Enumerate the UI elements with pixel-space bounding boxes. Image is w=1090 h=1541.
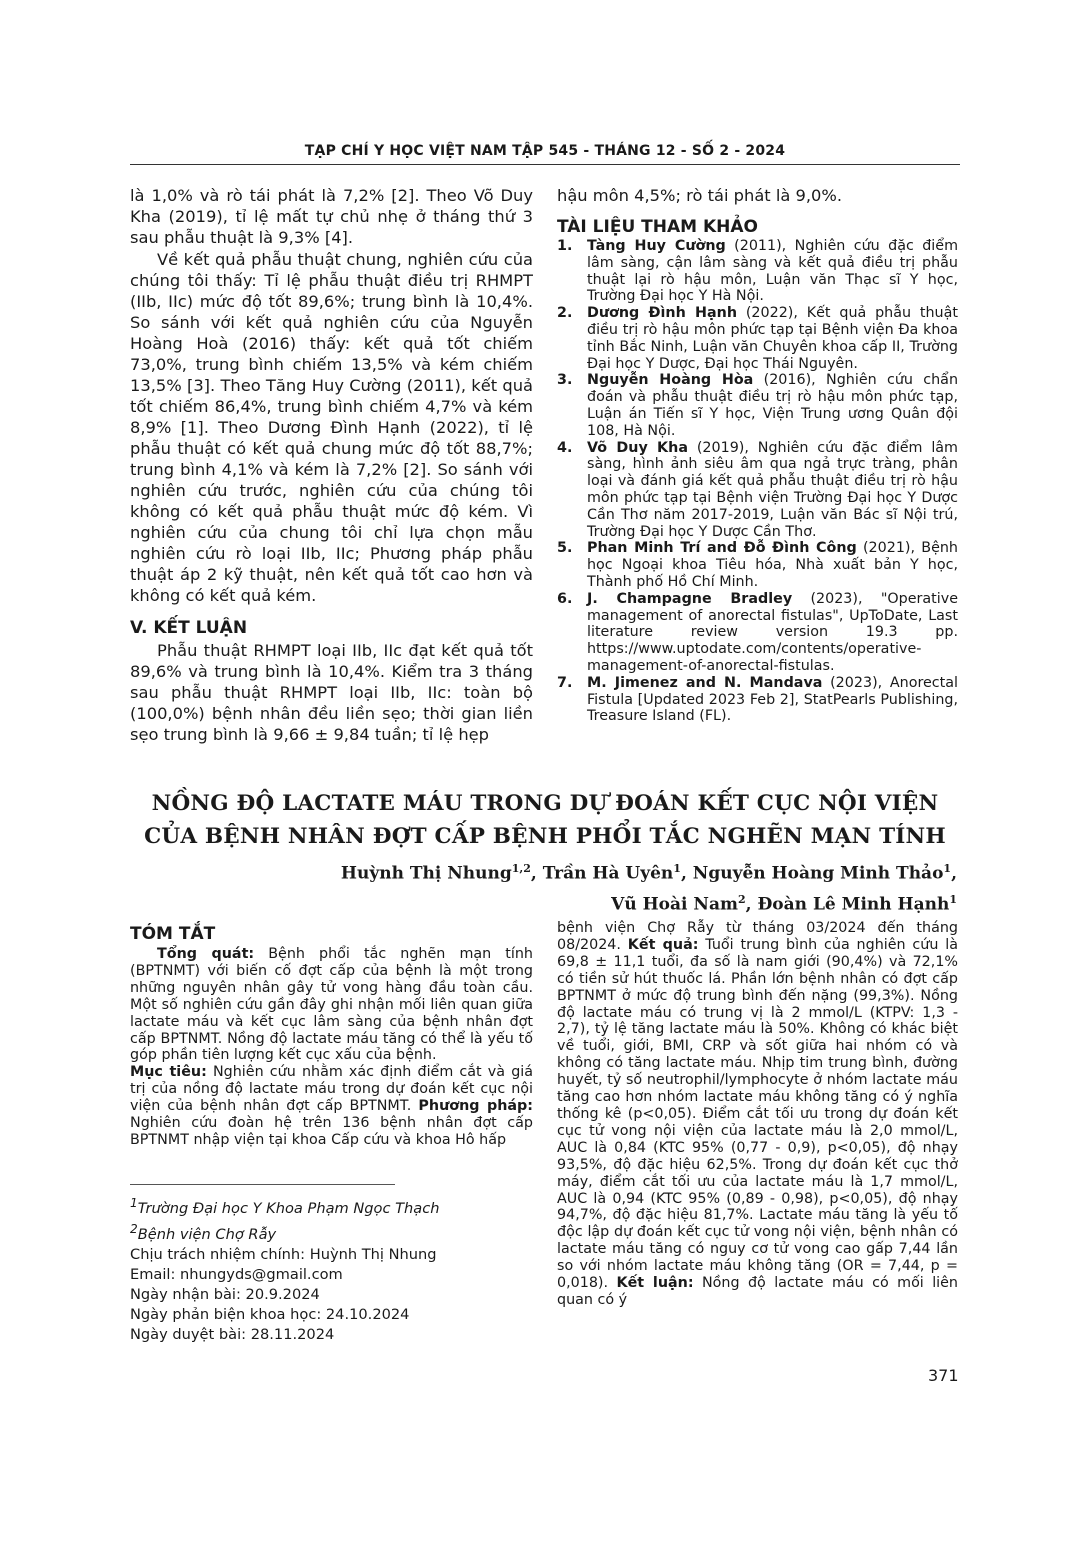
author-affiliation-mark: 1 [943, 862, 952, 875]
affiliation-1 [130, 1193, 533, 1219]
reference-item [557, 238, 958, 305]
author-affiliation-mark: 1 [949, 892, 957, 906]
author-affiliation-mark: 2 [737, 892, 746, 906]
abstract-heading: TÓM TẮT [130, 924, 216, 944]
reference-item [557, 305, 958, 372]
reference-item [557, 372, 958, 439]
abstract-result-text: Tuổi trung bình của nghiên cứu là 69,8 ± 11,1 tuổi, đa số là nam giới (90,4%) và 72,1% có tiền sử hút thuốc lá. Phần lớn bệnh nhân có đợt cấp BPTNMT ở mức độ trung bình đến nặng (99,3%). Nồng độ lactate máu có trung vị là 2 mmol/L (KTPV: 1,3 - 2,7), tỷ lệ tăng lactate máu là 50%. Không có khác biệt về tuổi, giới, BMI, CRP và sốt giữa hai nhóm có và không có tăng lactate máu. Nhịp tim trung bình, đường huyết, tỷ số neutrophil/lymphocyte ở nhóm lactate máu tăng cao hơn nhóm lactate máu không tăng có ý nghĩa thống kê (p<0,05). Điểm cắt tối ưu trong dự đoán kết cục tử vong nội viện của lactate máu là 2,0 mmol/L, AUC là 0,84 (KTC 95% (0,77 - 0,9), p<0,05), độ nhạy 93,5%, độ đặc hiệu 62,5%. Trong dự đoán kết cục thở máy, điểm cắt tối ưu của lactate máu là 1,7 mmol/L, AUC là 0,94 (KTC 95% (0,89 - 0,98), p<0,05), độ nhạy 94,7%, độ đặc hiệu 81,7%. Lactate máu tăng là yếu tố độc lập dự đoán kết cục tử vong nội viện, bệnh nhân có lactate máu tăng có nguy cơ tử vong cao gấp 7,44 lần so với nhóm lactate máu không tăng (OR = 7,44, p = 0,018). [557, 936, 958, 1292]
abstract-general [130, 946, 533, 1064]
abstract-aim [130, 1064, 533, 1149]
author-name: Trần Hà Uyên [542, 863, 674, 884]
abstract-aim-text: Nghiên cứu nhằm xác định điểm cắt và giá trị của nồng độ lactate máu trong dự đoán kết cục nội viện của bệnh nhân đợt cấp BPTNMT. [130, 1064, 534, 1115]
page-number: 371 [928, 1366, 959, 1385]
journal-header: TẠP CHÍ Y HỌC VIỆT NAM TẬP 545 - THÁNG 12 - SỐ 2 - 2024 [304, 143, 786, 159]
reference-number: 3. [557, 372, 573, 389]
abstract-setting-text: bệnh viện Chợ Rẫy từ tháng 03/2024 đến tháng 08/2024. [557, 920, 958, 953]
author-list [257, 856, 957, 917]
affiliation-mark: 1 [130, 1196, 138, 1210]
date-reviewed: Ngày phản biện khoa học: 24.10.2024 [130, 1305, 410, 1323]
affiliation-text: Bệnh viện Chợ Rẫy [137, 1225, 277, 1243]
article-title [120, 787, 970, 853]
reference-author: Võ Duy Kha [587, 439, 688, 456]
author-name: Huỳnh Thị Nhung [340, 863, 512, 884]
abstract-method-text: Nghiên cứu đoàn hệ trên 136 bệnh nhân đợt cấp BPTNMT nhập viện tại khoa Cấp cứu và khoa Hô hấp [130, 1115, 533, 1148]
paragraph-2: Về kết quả phẫu thuật chung, nghiên cứu của chúng tôi thấy: Tỉ lệ phẫu thuật điều trị RHMPT (IIb, IIc) mức độ tốt 89,6%; trung bình là 10,4%. So sánh với kết quả nghiên cứu của Nguyễn Hoàng Hoà (2016) thấy: kết quả tốt chiếm 73,0%, trung bình chiếm 13,5% và kém chiếm 13,5% [3]. Theo Tăng Huy Cường (2011), kết quả tốt chiếm 86,4%, trung bình chiếm 4,7% và kém 8,9% [1]. Theo Dương Đình Hạnh (2022), tỉ lệ phẫu thuật có kết quả chung mức độ tốt 88,7%; trung bình 4,1% và kém là 7,2% [2]. So sánh với nghiên cứu trước, nghiên cứu của chúng tôi không có kết quả phẫu thuật mức độ kém. Vì nghiên cứu của chung tôi chỉ lựa chọn mẫu nghiên cứu rò loại IIb, IIc; Phương pháp phẫu thuật áp 2 kỹ thuật, nên kết quả tốt cao hơn và không có kết quả kém. [130, 250, 533, 605]
continuation-text: hậu môn 4,5%; rò tái phát là 9,0%. [557, 186, 843, 205]
reference-item [557, 591, 958, 675]
reference-number: 4. [557, 439, 573, 456]
reference-list [557, 238, 958, 725]
authors-line-2: Vũ Hoài Nam$^2$, Đoàn Lê Minh Hạnh$^1$ [611, 892, 957, 915]
reference-number: 2. [557, 305, 573, 322]
conclusion-text: Phẫu thuật RHMPT loại IIb, IIc đạt kết quả tốt 89,6% và trung bình là 10,4%. Kiểm tra 3 tháng sau phẫu thuật RHMPT loại IIb, IIc: toàn bộ (100,0%) bệnh nhân đều liền sẹo; thời gian liền sẹo trung bình là 9,66 ± 9,84 tuần; tỉ lệ hẹp [130, 641, 533, 744]
reference-number: 1. [557, 238, 573, 254]
reference-text: (2022), Kết quả phẫu thuật điều trị rò hậu môn phức tạp tại Bệnh viện Đa khoa tỉnh Bắc Ninh, Luận văn Chuyên khoa cấp II, Trường Đại học Y Dược, Đại học Thái Nguyên. [587, 305, 958, 372]
abstract-left [130, 923, 533, 1149]
abstract-general-text: Bệnh phổi tắc nghẽn mạn tính (BPTNMT) với biến cố đợt cấp của bệnh là một trong những nguyên nhân gây tử vong hàng đầu toàn cầu. Một số nghiên cứu gần đây ghi nhận mối liên quan giữa lactate máu và kết cục lâm sàng của bệnh nhân đợt cấp BPTNMT. Nồng độ lactate máu tăng có thể là yếu tố góp phần tiên lượng kết cục xấu của bệnh. [130, 946, 533, 1064]
reference-number: 7. [557, 674, 573, 691]
abstract-result-label: Kết quả: [627, 936, 699, 953]
right-column [557, 185, 958, 725]
reference-number: 5. [557, 540, 573, 557]
reference-author: Phan Minh Trí and Đỗ Đình Công [587, 540, 857, 557]
footnote-rule [130, 1184, 395, 1185]
paragraph-1: là 1,0% và rò tái phát là 7,2% [2]. Theo Võ Duy Kha (2019), tỉ lệ mất tự chủ nhẹ ở tháng thứ 3 sau phẫu thuật là 9,3% [4]. [130, 186, 533, 247]
author-affiliation-mark: 1 [673, 862, 681, 875]
reference-text: (2016), Nghiên cứu chẩn đoán và phẫu thuật điều trị rò hậu môn phức tạp, Luận án Tiến sĩ Y học, Viện Trung ương Quân đội 108, Hà Nội. [587, 372, 958, 439]
reference-text: (2019), Nghiên cứu đặc điểm lâm sàng, hình ảnh siêu âm qua ngả trực tràng, phân loại và đánh giá kết quả phẫu thuật điều trị rò hậu môn phức tạp tại Bệnh viện Trường Đại học Y Dược Cần Thơ năm 2017-2019, Luận văn Bác sĩ Nội trú, Trường Đại học Y Dược Cần Thơ. [587, 439, 958, 540]
reference-item [557, 540, 958, 590]
reference-author: Nguyễn Hoàng Hòa [587, 372, 754, 389]
reference-item [557, 440, 958, 541]
abstract-aim-label: Mục tiêu: [130, 1064, 207, 1081]
authors-line-1: Huỳnh Thị Nhung$^{1,2}$, Trần Hà Uyên$^1$, Nguyễn Hoàng Minh Thảo$^1$, [340, 862, 957, 884]
affiliation-text: Trường Đại học Y Khoa Phạm Ngọc Thạch [137, 1199, 440, 1217]
author-name: Vũ Hoài Nam [611, 894, 738, 915]
reference-item [557, 675, 958, 725]
affiliation-mark: 2 [130, 1221, 138, 1236]
title-line-1: NỒNG ĐỘ LACTATE MÁU TRONG DỰ ĐOÁN KẾT CỤC NỘI VIỆN [151, 791, 939, 816]
conclusion-heading: V. KẾT LUẬN [130, 618, 248, 638]
author-affiliation-mark: 1,2 [511, 862, 531, 875]
abstract-right [557, 920, 958, 1309]
title-line-2: CỦA BỆNH NHÂN ĐỢT CẤP BỆNH PHỔI TẮC NGHẼN MẠN TÍNH [144, 824, 946, 849]
author-name: Đoàn Lê Minh Hạnh [757, 894, 950, 915]
references-heading: TÀI LIỆU THAM KHẢO [557, 217, 758, 237]
reference-author: M. Jimenez and N. Mandava [587, 674, 823, 691]
reference-number: 6. [557, 590, 573, 607]
reference-text: (2023), Anorectal Fistula [Updated 2023 Feb 2], StatPearls Publishing, Treasure Island (FL). [587, 674, 959, 725]
date-received: Ngày nhận bài: 20.9.2024 [130, 1285, 320, 1303]
left-column [130, 185, 533, 745]
abstract-continuation [557, 920, 958, 1309]
author-name: Nguyễn Hoàng Minh Thảo [692, 863, 944, 884]
affiliations [130, 1193, 533, 1345]
header-rule [130, 164, 960, 165]
reference-author: Tàng Huy Cường [587, 238, 726, 254]
email: Email: nhungyds@gmail.com [130, 1265, 343, 1283]
responsible-author: Chịu trách nhiệm chính: Huỳnh Thị Nhung [130, 1245, 437, 1263]
reference-author: J. Champagne Bradley [587, 590, 793, 607]
reference-text: (2011), Nghiên cứu đặc điểm lâm sàng, cận lâm sàng và kết quả điều trị phẫu thuật lại rò hậu môn, Luận văn Thạc sĩ Y học, Trường Đại học Y Hà Nội. [587, 238, 958, 305]
reference-author: Dương Đình Hạnh [587, 305, 738, 322]
affiliation-2 [130, 1219, 533, 1245]
abstract-conclusion-label: Kết luận: [616, 1275, 694, 1292]
reference-text: (2023), "Operative management of anorectal fistulas", UpToDate, Last literature review version 19.3 pp. https://www.uptodate.com/contents/operative-management-of-anorectal-fistulas. [587, 590, 958, 674]
reference-text: (2021), Bệnh học Ngoại khoa Tiêu hóa, Nhà xuất bản Y học, Thành phố Hồ Chí Minh. [587, 540, 958, 590]
abstract-conclusion-text: Nồng độ lactate máu có mối liên quan có ý [557, 1275, 958, 1308]
date-accepted: Ngày duyệt bài: 28.11.2024 [130, 1325, 335, 1343]
abstract-method-label: Phương pháp: [418, 1098, 534, 1115]
abstract-general-label: Tổng quát: [157, 946, 255, 962]
